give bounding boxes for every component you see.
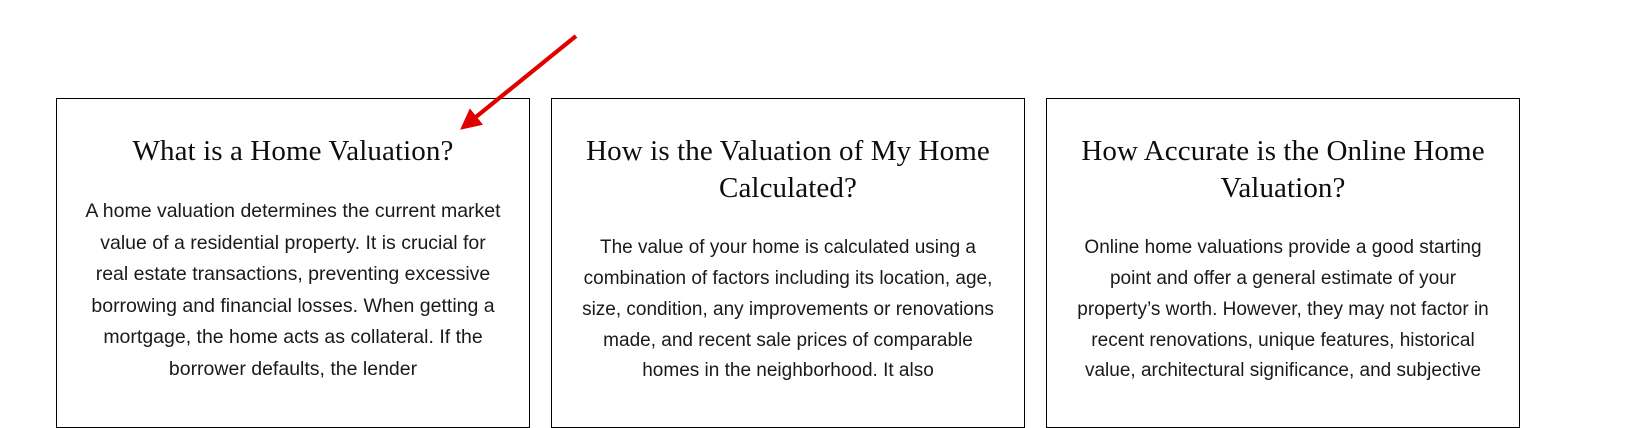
faq-card-title: How Accurate is the Online Home Valuation? [1081, 135, 1485, 205]
faq-card-body: Online home valuations provide a good starting point and offer a general estimate of your property’s worth. However, they may not factor in recent renovations, unique features, historical value, architectural significance, and subjective [1077, 237, 1489, 382]
faq-card-title: What is a Home Valuation? [132, 135, 454, 167]
faq-card-title: How is the Valuation of My Home Calculated? [586, 135, 990, 205]
faq-card-body: The value of your home is calculated using a combination of factors including its location, age, size, condition, any improvements or renovations made, and recent sale prices of comparable homes in the neighborhood. It also [582, 237, 994, 382]
faq-card-list [56, 98, 1586, 428]
faq-card-what-is-a-home-valuation[interactable] [56, 98, 530, 428]
faq-card-body: A home valuation determines the current market value of a residential property. It is crucial for real estate transactions, preventing excessive borrowing and financial losses. When getting a mortgage, the home acts as collateral. If the borrower defaults, the lender [85, 200, 501, 380]
faq-card-how-accurate-is-the-online-home-valuation[interactable] [1046, 98, 1520, 428]
faq-card-how-is-the-valuation-of-my-home-calculated[interactable] [551, 98, 1025, 428]
